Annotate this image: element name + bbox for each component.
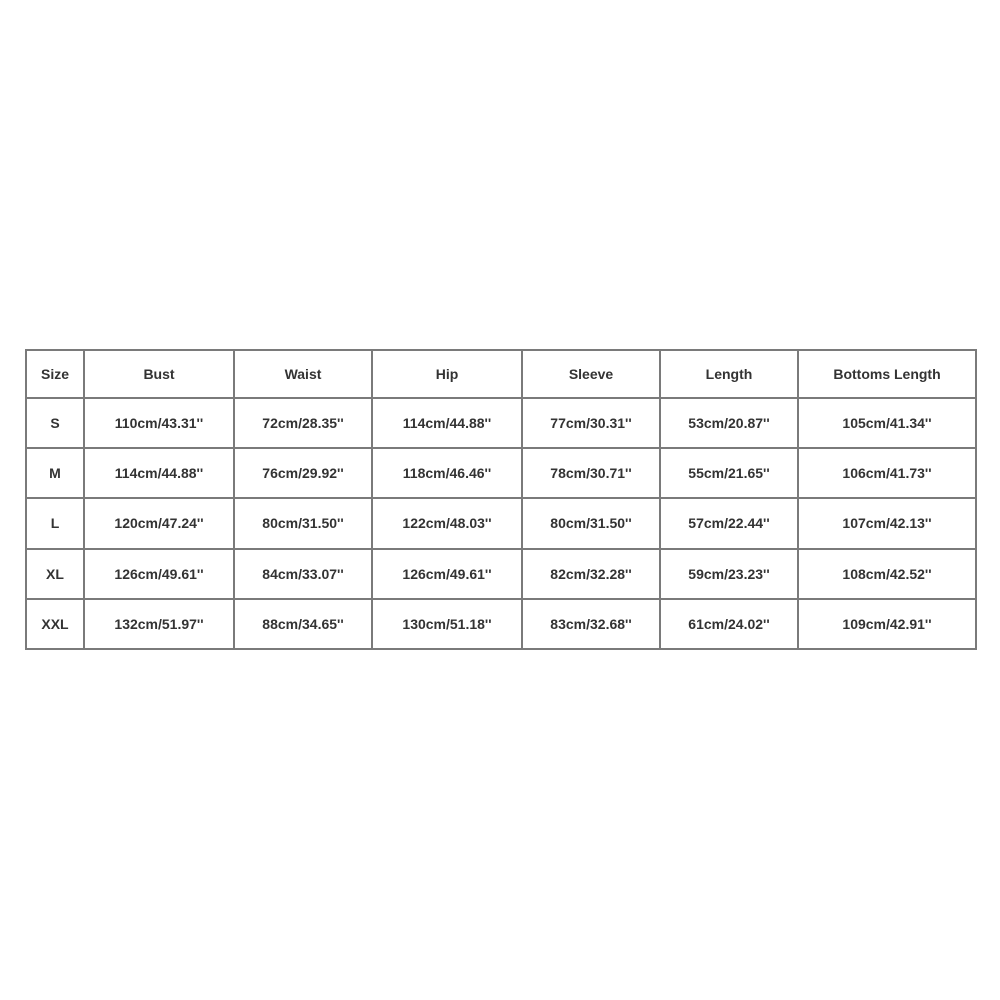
header-length: Length <box>660 350 798 398</box>
header-size: Size <box>26 350 84 398</box>
table-row <box>26 448 976 498</box>
waist-cell: 88cm/34.65'' <box>234 599 372 649</box>
bust-cell: 120cm/47.24'' <box>84 498 234 548</box>
sleeve-cell: 83cm/32.68'' <box>522 599 660 649</box>
table-row <box>26 398 976 448</box>
header-sleeve: Sleeve <box>522 350 660 398</box>
waist-cell: 72cm/28.35'' <box>234 398 372 448</box>
hip-cell: 114cm/44.88'' <box>372 398 522 448</box>
header-waist: Waist <box>234 350 372 398</box>
sleeve-cell: 78cm/30.71'' <box>522 448 660 498</box>
header-row <box>26 350 976 398</box>
length-cell: 53cm/20.87'' <box>660 398 798 448</box>
bottoms-length-cell: 106cm/41.73'' <box>798 448 976 498</box>
length-cell: 61cm/24.02'' <box>660 599 798 649</box>
hip-cell: 118cm/46.46'' <box>372 448 522 498</box>
length-cell: 57cm/22.44'' <box>660 498 798 548</box>
sleeve-cell: 77cm/30.31'' <box>522 398 660 448</box>
size-chart-table <box>25 349 977 650</box>
bust-cell: 110cm/43.31'' <box>84 398 234 448</box>
bottoms-length-cell: 105cm/41.34'' <box>798 398 976 448</box>
waist-cell: 76cm/29.92'' <box>234 448 372 498</box>
table-row <box>26 599 976 649</box>
hip-cell: 130cm/51.18'' <box>372 599 522 649</box>
size-cell: XXL <box>26 599 84 649</box>
size-cell: XL <box>26 549 84 599</box>
waist-cell: 84cm/33.07'' <box>234 549 372 599</box>
sleeve-cell: 80cm/31.50'' <box>522 498 660 548</box>
hip-cell: 126cm/49.61'' <box>372 549 522 599</box>
size-cell: L <box>26 498 84 548</box>
bust-cell: 126cm/49.61'' <box>84 549 234 599</box>
waist-cell: 80cm/31.50'' <box>234 498 372 548</box>
size-cell: M <box>26 448 84 498</box>
size-cell: S <box>26 398 84 448</box>
bust-cell: 132cm/51.97'' <box>84 599 234 649</box>
table-row <box>26 498 976 548</box>
bust-cell: 114cm/44.88'' <box>84 448 234 498</box>
bottoms-length-cell: 108cm/42.52'' <box>798 549 976 599</box>
length-cell: 59cm/23.23'' <box>660 549 798 599</box>
header-hip: Hip <box>372 350 522 398</box>
bottoms-length-cell: 109cm/42.91'' <box>798 599 976 649</box>
length-cell: 55cm/21.65'' <box>660 448 798 498</box>
header-bottoms-length: Bottoms Length <box>798 350 976 398</box>
table-row <box>26 549 976 599</box>
bottoms-length-cell: 107cm/42.13'' <box>798 498 976 548</box>
sleeve-cell: 82cm/32.28'' <box>522 549 660 599</box>
hip-cell: 122cm/48.03'' <box>372 498 522 548</box>
header-bust: Bust <box>84 350 234 398</box>
